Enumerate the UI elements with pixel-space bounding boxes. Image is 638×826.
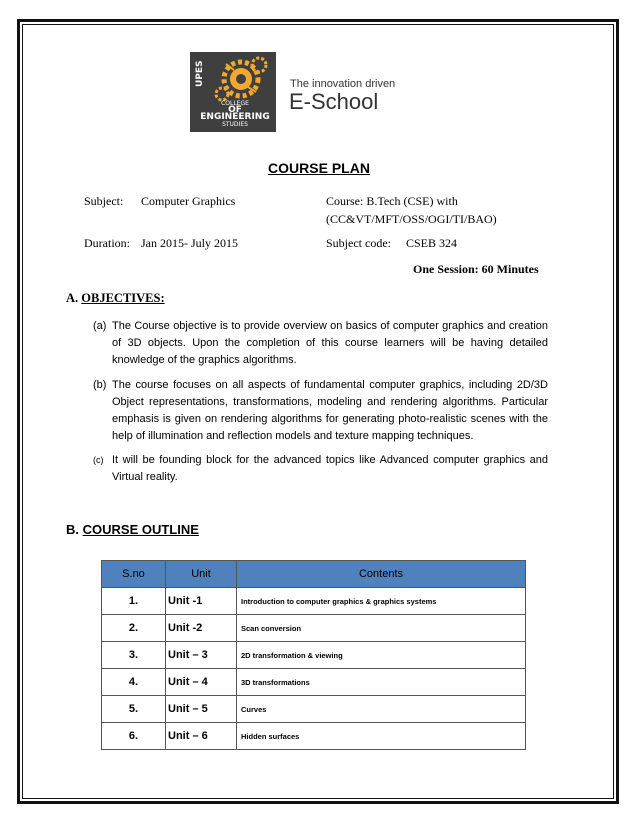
objectives-heading: [66, 291, 165, 306]
subject-code-label: Subject code:: [326, 236, 391, 250]
course-outline-table: [101, 560, 526, 750]
objective-item: [93, 318, 548, 369]
logo-college-line2: OF ENGINEERING: [200, 105, 270, 122]
gear-icon: [212, 54, 270, 104]
logo-college-line3: STUDIES: [222, 121, 248, 128]
table-row: [102, 588, 526, 615]
row-unit: Unit – 5: [166, 696, 237, 723]
objectives-prefix: A.: [66, 291, 79, 305]
logo-upes-text: UPES: [195, 60, 205, 88]
row-sno: 2.: [102, 615, 166, 642]
session-info: One Session: 60 Minutes: [413, 262, 539, 276]
table-row: [102, 696, 526, 723]
objective-marker: (c): [93, 455, 104, 465]
course-value: (CC&VT/MFT/OSS/OGI/TI/BAO): [326, 212, 497, 226]
course-label: Course: B.Tech (CSE) with: [326, 194, 458, 208]
row-unit: Unit – 3: [166, 642, 237, 669]
objective-text: The course focuses on all aspects of fundamental computer graphics, including 2D/3D Object representations, transformations, modeling and rendering algorithms. Particular emphasis is given on rendering algorithms for generating photo-realistic scenes with the help of illumination and reflection models and texture mapping techniques.: [112, 379, 548, 442]
subject-value: Computer Graphics: [141, 194, 236, 208]
objective-item: [93, 377, 548, 445]
row-unit: Unit – 4: [166, 669, 237, 696]
table-row: [102, 723, 526, 750]
logo-badge: [190, 52, 276, 132]
row-contents: 2D transformation & viewing: [237, 642, 526, 669]
logo-name: E-School: [289, 89, 379, 114]
objective-text: It will be founding block for the advanced topics like Advanced computer graphics and Virtual reality.: [112, 454, 548, 483]
row-sno: 5.: [102, 696, 166, 723]
row-contents: Scan conversion: [237, 615, 526, 642]
outline-title: COURSE OUTLINE: [82, 522, 199, 537]
logo-tagline: The innovation driven: [290, 78, 396, 90]
page-title: COURSE PLAN: [268, 160, 370, 176]
logo-college-text: [196, 100, 274, 128]
objective-text: The Course objective is to provide overview on basics of computer graphics and creation of 3D objects. Upon the completion of this course learners will be having detailed knowledge of the graphics algorithms.: [112, 320, 548, 366]
objective-marker: (b): [93, 379, 107, 391]
outline-prefix: B.: [66, 522, 79, 537]
table-row: [102, 642, 526, 669]
row-sno: 6.: [102, 723, 166, 750]
row-unit: Unit -2: [166, 615, 237, 642]
table-row: [102, 615, 526, 642]
objective-item: [93, 452, 548, 486]
row-contents: Curves: [237, 696, 526, 723]
row-sno: 3.: [102, 642, 166, 669]
column-header-unit: Unit: [166, 561, 237, 588]
row-contents: 3D transformations: [237, 669, 526, 696]
column-header-sno: S.no: [102, 561, 166, 588]
school-logo: [190, 52, 400, 132]
row-sno: 1.: [102, 588, 166, 615]
subject-label: Subject:: [84, 194, 124, 208]
objectives-title: OBJECTIVES:: [81, 291, 165, 305]
table-header-row: [102, 561, 526, 588]
outline-heading: [66, 522, 199, 537]
table-row: [102, 669, 526, 696]
row-contents: Hidden surfaces: [237, 723, 526, 750]
objective-marker: (a): [93, 320, 107, 332]
logo-college-line1: COLLEGE: [221, 100, 249, 107]
row-unit: Unit -1: [166, 588, 237, 615]
subject-code-value: CSEB 324: [406, 236, 458, 250]
row-unit: Unit – 6: [166, 723, 237, 750]
column-header-contents: Contents: [237, 561, 526, 588]
duration-value: Jan 2015- July 2015: [141, 236, 238, 250]
row-contents: Introduction to computer graphics & graphics systems: [237, 588, 526, 615]
duration-label: Duration:: [84, 236, 130, 250]
row-sno: 4.: [102, 669, 166, 696]
